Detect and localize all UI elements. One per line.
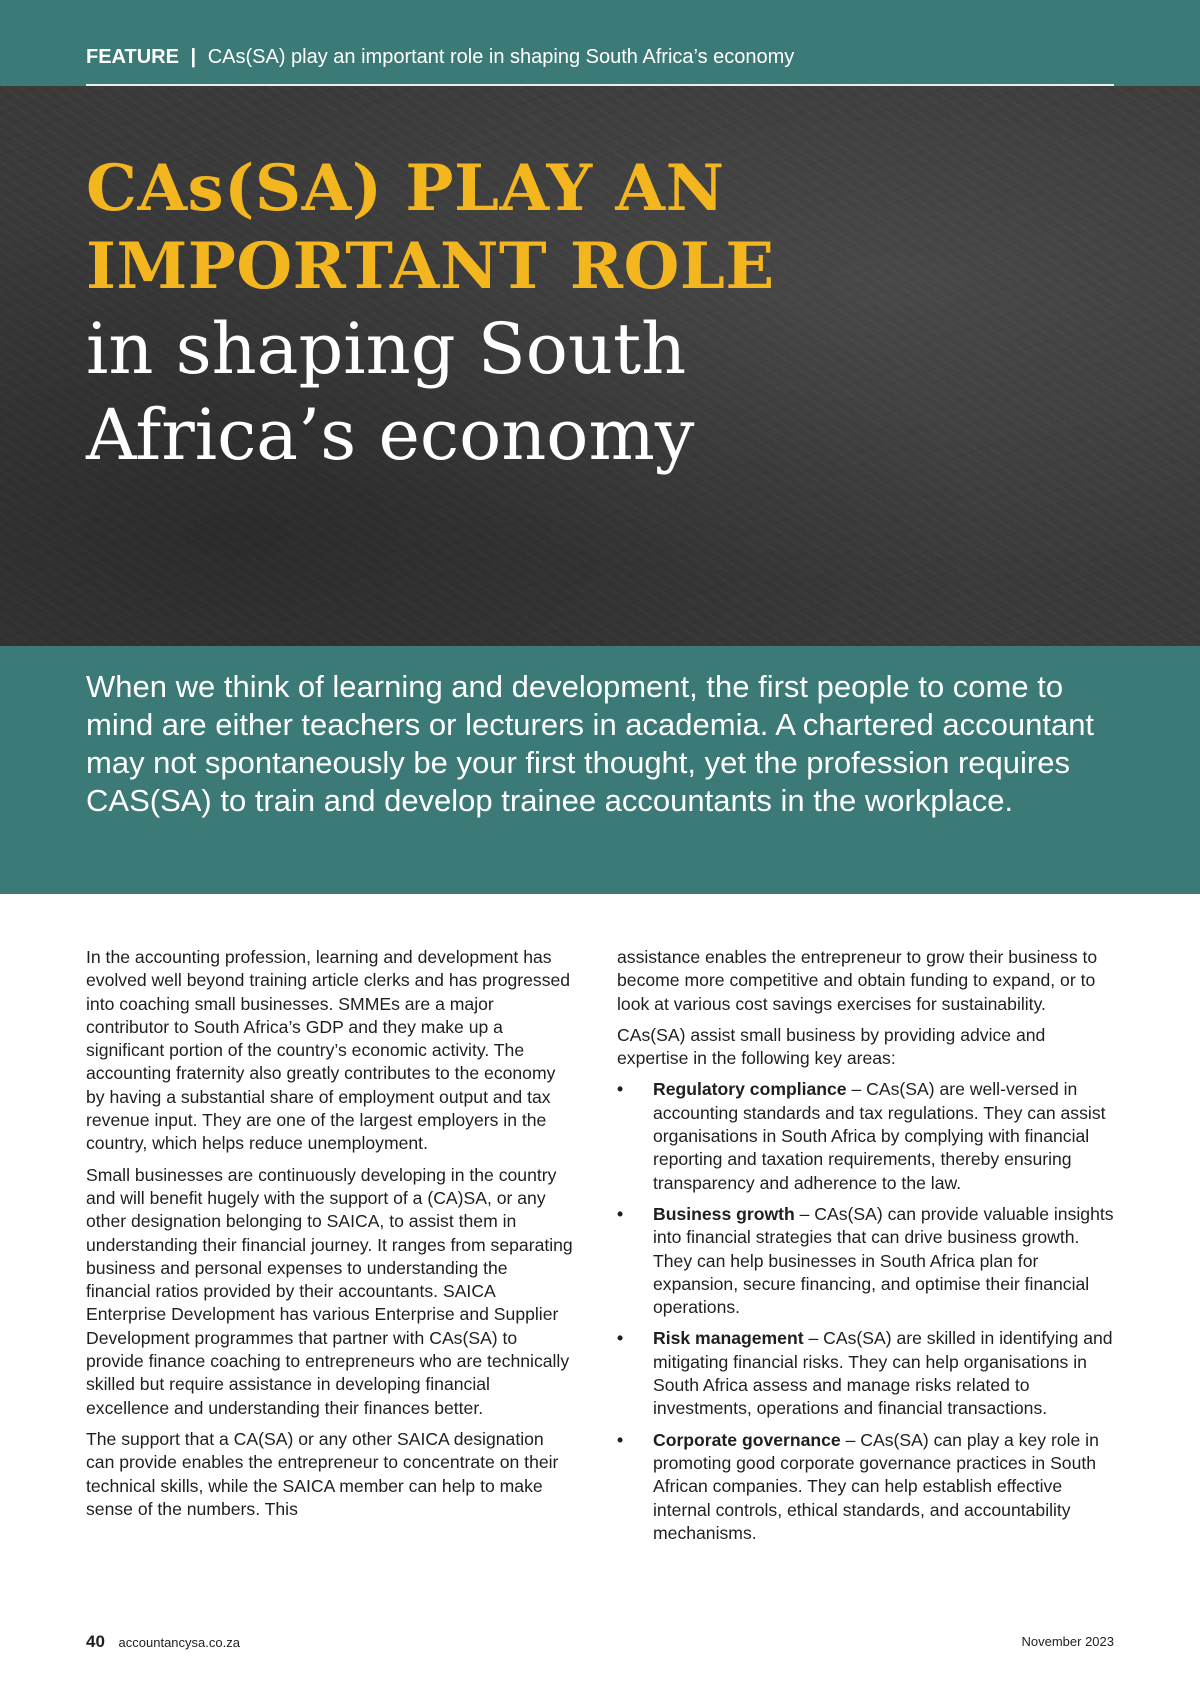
body-column-right — [617, 946, 1117, 1553]
hero-banner — [0, 86, 1200, 646]
header-separator: | — [190, 46, 197, 68]
bullet-icon: • — [617, 1328, 624, 1349]
list-item-term: Business growth — [653, 1203, 795, 1224]
list-item — [617, 1078, 1117, 1194]
body-paragraph: CAs(SA) assist small business by providing advice and expertise in the following key areas: — [617, 1024, 1046, 1069]
section-label: FEATURE — [86, 46, 179, 68]
list-item-term: Regulatory compliance — [653, 1079, 847, 1100]
website-link[interactable]: accountancysa.co.za — [118, 1635, 240, 1650]
headline-line-1: CAs(SA) PLAY AN — [86, 151, 725, 226]
intro-panel — [0, 646, 1200, 894]
body-paragraph: assistance enables the entrepreneur to grow their business to become more competitive and obtain funding to expand, or to look at various cost savings exercises for sustainability. — [617, 947, 1098, 1014]
list-item-term: Risk management — [653, 1328, 804, 1349]
subheadline-line-1: in shaping South — [86, 308, 687, 390]
headline — [86, 150, 1086, 306]
body-column-left — [86, 946, 576, 1529]
list-item — [617, 1429, 1117, 1545]
headline-line-2: IMPORTANT ROLE — [86, 229, 775, 304]
running-title: CAs(SA) play an important role in shaping South Africa’s economy — [207, 46, 795, 68]
key-areas-list — [617, 1078, 1117, 1545]
list-item-text: – CAs(SA) can provide valuable insights into financial strategies that can drive business growth. They can help businesses in South Africa plan for expansion, secure financing, and optimise their financial operations. — [653, 1203, 1114, 1318]
body-paragraph: In the accounting profession, learning and development has evolved well beyond training article clerks and has progressed into coaching small businesses. SMMEs are a major contributor to South Africa’s GDP and they make up a significant portion of the country’s economic activity. The accounting fraternity also greatly contributes to the economy by having a substantial share of employment output and tax revenue input. They are one of the largest employers in the country, which helps reduce unemployment. — [86, 947, 571, 1154]
intro-paragraph: When we think of learning and development, the first people to come to mind are either teachers or lecturers in academia. A chartered accountant may not spontaneously be your first thought, yet the profession requires CAS(SA) to train and develop trainee accountants in the workplace. — [86, 669, 1095, 818]
subheadline — [86, 306, 986, 478]
list-item-text: – CAs(SA) are well-versed in accounting standards and tax regulations. They can assist organisations in South Africa by complying with financial reporting and taxation requirements, thereby ensuring transparency and adherence to the law. — [653, 1079, 1106, 1193]
page-number: 40 — [86, 1632, 105, 1651]
bullet-icon: • — [617, 1429, 624, 1450]
list-item — [617, 1327, 1117, 1420]
body-paragraph: The support that a CA(SA) or any other SAICA designation can provide enables the entrepreneur to concentrate on their technical skills, while the SAICA member can help to make sense of the numbers. This — [86, 1428, 559, 1519]
list-item — [617, 1203, 1117, 1319]
list-item-text: – CAs(SA) can play a key role in promoting good corporate governance practices in South African companies. They can help establish effective internal controls, ethical standards, and accountability mechanisms. — [653, 1429, 1099, 1543]
running-header — [86, 46, 794, 69]
page-footer — [86, 1632, 1114, 1656]
list-item-term: Corporate governance — [653, 1429, 841, 1450]
bullet-icon: • — [617, 1079, 624, 1100]
body-paragraph: Small businesses are continuously developing in the country and will benefit hugely with the support of a (CA)SA, or any other designation belonging to SAICA, to assist them in understanding their financial journey. It ranges from separating business and personal expenses to understanding the financial ratios provided by their accountants. SAICA Enterprise Development has various Enterprise and Supplier Development programmes that partner with CAs(SA) to provide finance coaching to entrepreneurs who are technically skilled but require assistance in developing financial excellence and understanding their finances better. — [86, 1164, 573, 1418]
running-header-bar — [0, 0, 1200, 86]
bullet-icon: • — [617, 1203, 624, 1224]
subheadline-line-2: Africa’s economy — [86, 394, 695, 476]
list-item-text: – CAs(SA) are skilled in identifying and mitigating financial risks. They can help organisations in South Africa assess and manage risks related to investments, operations and financial transactions. — [653, 1328, 1113, 1419]
issue-date: November 2023 — [1021, 1634, 1114, 1649]
